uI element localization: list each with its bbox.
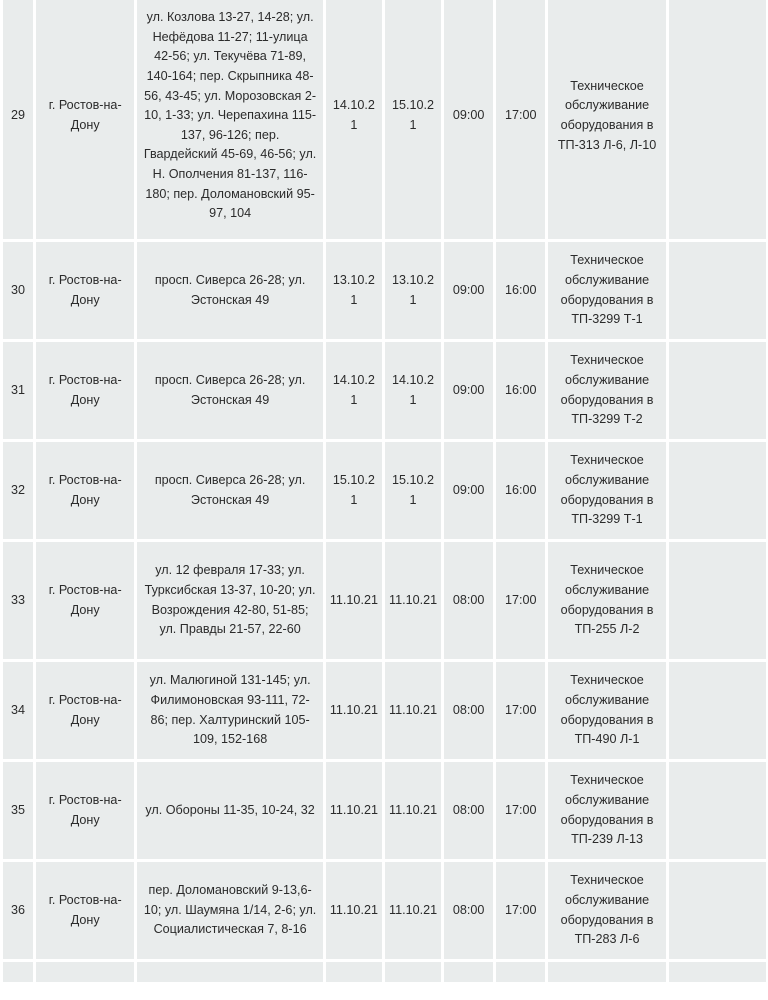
- start-time-cell: 09:00: [444, 242, 493, 339]
- start-date-cell: 14.10.21: [326, 342, 382, 439]
- address-cell: ул. Обороны 11-35, 10-24, 32: [137, 762, 323, 859]
- row-number: 35: [3, 762, 33, 859]
- end-time-cell: 16:00: [496, 342, 545, 439]
- row-number: 33: [3, 542, 33, 659]
- empty-cell: [669, 242, 766, 339]
- table-row: [3, 542, 766, 659]
- table-row: [3, 242, 766, 339]
- address-cell: ул. Малюгиной 131-145; ул. Филимоновская 93-111, 72-86; пер. Халтуринский 105-109, 152-168: [137, 662, 323, 759]
- empty-cell: [669, 762, 766, 859]
- table-row: [3, 0, 766, 239]
- city-cell: г. Ростов-на-Дону: [36, 762, 134, 859]
- start-date-cell: 13.10.21: [326, 242, 382, 339]
- empty-cell: [669, 342, 766, 439]
- start-time-cell: 08:00: [444, 662, 493, 759]
- start-date-cell: 14.10.21: [326, 0, 382, 239]
- work-description-cell: Техническое обслуживание оборудования в ТП-239 Л-13: [548, 762, 665, 859]
- start-time-cell: 08:00: [444, 762, 493, 859]
- work-description-cell: Техническое обслуживание оборудования в ТП-490 Л-1: [548, 662, 665, 759]
- address-cell: ул. Козлова 13-27, 14-28; ул. Нефёдова 11-27; 11-улица 42-56; ул. Текучёва 71-89, 140-164; пер. Скрыпника 48-56, 43-45; ул. Морозовская 2-10, 1-33; ул. Черепахина 115-137, 96-126; пер. Гвардейский 45-69, 46-56; ул. Н. Ополчения 81-137, 116-180; пер. Доломановский 95-97, 104: [137, 0, 323, 239]
- row-number: 34: [3, 662, 33, 759]
- empty-cell: [669, 442, 766, 539]
- end-time-cell: 16:00: [496, 242, 545, 339]
- start-date-cell: 11.10.21: [326, 762, 382, 859]
- end-date-cell: 13.10.21: [385, 242, 441, 339]
- address-cell: ул. 12 февраля 17-33; ул. Турксибская 13-37, 10-20; ул. Возрождения 42-80, 51-85; ул. Правды 21-57, 22-60: [137, 542, 323, 659]
- table-row: [3, 342, 766, 439]
- end-time-cell: 17:00: [496, 0, 545, 239]
- empty-cell: [669, 962, 766, 982]
- empty-cell: [444, 962, 493, 982]
- row-number: 31: [3, 342, 33, 439]
- end-date-cell: 15.10.21: [385, 442, 441, 539]
- empty-cell: [36, 962, 134, 982]
- work-description-cell: Техническое обслуживание оборудования в ТП-255 Л-2: [548, 542, 665, 659]
- row-number: 29: [3, 0, 33, 239]
- table-row: [3, 762, 766, 859]
- start-date-cell: 11.10.21: [326, 662, 382, 759]
- work-description-cell: Техническое обслуживание оборудования в ТП-3299 Т-2: [548, 342, 665, 439]
- end-date-cell: 11.10.21: [385, 662, 441, 759]
- end-date-cell: 11.10.21: [385, 542, 441, 659]
- city-cell: г. Ростов-на-Дону: [36, 542, 134, 659]
- end-time-cell: 17:00: [496, 662, 545, 759]
- city-cell: г. Ростов-на-Дону: [36, 0, 134, 239]
- end-date-cell: 14.10.21: [385, 342, 441, 439]
- city-cell: г. Ростов-на-Дону: [36, 342, 134, 439]
- start-date-cell: 15.10.21: [326, 442, 382, 539]
- city-cell: г. Ростов-на-Дону: [36, 662, 134, 759]
- empty-cell: [385, 962, 441, 982]
- end-time-cell: 17:00: [496, 862, 545, 959]
- address-cell: просп. Сиверса 26-28; ул. Эстонская 49: [137, 242, 323, 339]
- work-description-cell: Техническое обслуживание оборудования в ТП-3299 Т-1: [548, 242, 665, 339]
- end-time-cell: 16:00: [496, 442, 545, 539]
- end-date-cell: 11.10.21: [385, 862, 441, 959]
- empty-cell: [137, 962, 323, 982]
- table-row: [3, 862, 766, 959]
- table-row: [3, 442, 766, 539]
- address-cell: пер. Доломановский 9-13,6-10; ул. Шаумяна 1/14, 2-6; ул. Социалистическая 7, 8-16: [137, 862, 323, 959]
- address-cell: просп. Сиверса 26-28; ул. Эстонская 49: [137, 342, 323, 439]
- empty-cell: [496, 962, 545, 982]
- row-number: 30: [3, 242, 33, 339]
- end-time-cell: 17:00: [496, 542, 545, 659]
- city-cell: г. Ростов-на-Дону: [36, 862, 134, 959]
- empty-cell: [669, 0, 766, 239]
- empty-cell: [548, 962, 665, 982]
- start-time-cell: 09:00: [444, 442, 493, 539]
- city-cell: г. Ростов-на-Дону: [36, 242, 134, 339]
- empty-cell: [669, 862, 766, 959]
- row-number: 32: [3, 442, 33, 539]
- start-date-cell: 11.10.21: [326, 862, 382, 959]
- end-date-cell: 15.10.21: [385, 0, 441, 239]
- address-cell: просп. Сиверса 26-28; ул. Эстонская 49: [137, 442, 323, 539]
- table-row-partial: [3, 962, 766, 982]
- empty-cell: [326, 962, 382, 982]
- start-time-cell: 08:00: [444, 862, 493, 959]
- work-description-cell: Техническое обслуживание оборудования в ТП-313 Л-6, Л-10: [548, 0, 665, 239]
- empty-cell: [669, 542, 766, 659]
- start-time-cell: 09:00: [444, 0, 493, 239]
- start-time-cell: 08:00: [444, 542, 493, 659]
- work-description-cell: Техническое обслуживание оборудования в ТП-3299 Т-1: [548, 442, 665, 539]
- row-number: 36: [3, 862, 33, 959]
- end-date-cell: 11.10.21: [385, 762, 441, 859]
- city-cell: г. Ростов-на-Дону: [36, 442, 134, 539]
- table-row: [3, 662, 766, 759]
- empty-cell: [3, 962, 33, 982]
- end-time-cell: 17:00: [496, 762, 545, 859]
- empty-cell: [669, 662, 766, 759]
- start-time-cell: 09:00: [444, 342, 493, 439]
- start-date-cell: 11.10.21: [326, 542, 382, 659]
- work-description-cell: Техническое обслуживание оборудования в ТП-283 Л-6: [548, 862, 665, 959]
